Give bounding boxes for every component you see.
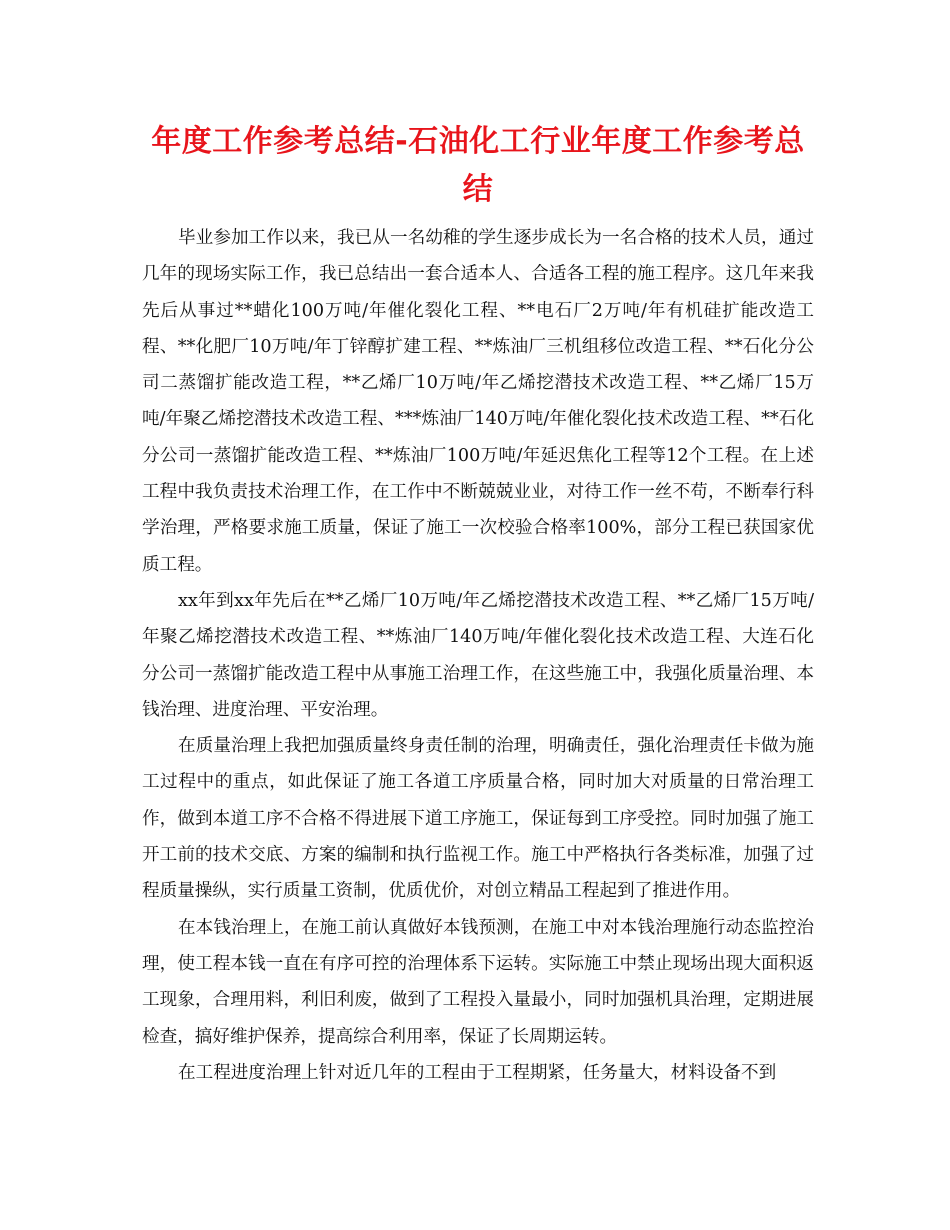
paragraph: xx年到xx年先后在**乙烯厂10万吨/年乙烯挖潜技术改造工程、**乙烯厂15万吨/年聚乙烯挖潜技术改造工程、**炼油厂140万吨/年催化裂化技术改造工程、大连石化分公司一蒸馏扩能改造工程中从事施工治理工作，在这些施工中，我强化质量治理、本钱治理、进度治理、平安治理。	[142, 590, 814, 720]
paragraph: 在质量治理上我把加强质量终身责任制的治理，明确责任，强化治理责任卡做为施工过程中的重点，如此保证了施工各道工序质量合格，同时加大对质量的日常治理工作，做到本道工序不合格不得进展下道工序施工，保证每到工序受控。同时加强了施工开工前的技术交底、方案的编制和执行监视工作。施工中严格执行各类标准，加强了过程质量操纵，实行质量工资制，优质优价，对创立精品工程起到了推进作用。	[142, 736, 814, 902]
paragraph: 在本钱治理上，在施工前认真做好本钱预测，在施工中对本钱治理施行动态监控治理，使工程本钱一直在有序可控的治理体系下运转。实际施工中禁止现场出现大面积返工现象，合理用料，利旧利废，做到了工程投入量最小，同时加强机具治理，定期进展检查，搞好维护保养，提高综合利用率，保证了长周期运转。	[142, 917, 814, 1047]
paragraph: 在工程进度治理上针对近几年的工程由于工程期紧，任务量大，材料设备不到	[178, 1062, 777, 1083]
paragraph: 毕业参加工作以来，我已从一名幼稚的学生逐步成长为一名合格的技术人员，通过几年的现场实际工作，我已总结出一套合适本人、合适各工程的施工程序。这几年来我先后从事过**蜡化100万吨/年催化裂化工程、**电石厂2万吨/年有机硅扩能改造工程、**化肥厂10万吨/年丁锌醇扩建工程、**炼油厂三机组移位改造工程、**石化分公司二蒸馏扩能改造工程，**乙烯厂10万吨/年乙烯挖潜技术改造工程、**乙烯厂15万吨/年聚乙烯挖潜技术改造工程、***炼油厂140万吨/年催化裂化技术改造工程、**石化分公司一蒸馏扩能改造工程、**炼油厂100万吨/年延迟焦化工程等12个工程。在上述工程中我负责技术治理工作，在工作中不断兢兢业业，对待工作一丝不苟，不断奉行科学治理，严格要求施工质量，保证了施工一次校验合格率100%，部分工程已获国家优质工程。	[142, 228, 814, 575]
document-title: 年度工作参考总结-石油化工行业年度工作参考总结	[151, 124, 805, 207]
document-body	[142, 220, 814, 1091]
